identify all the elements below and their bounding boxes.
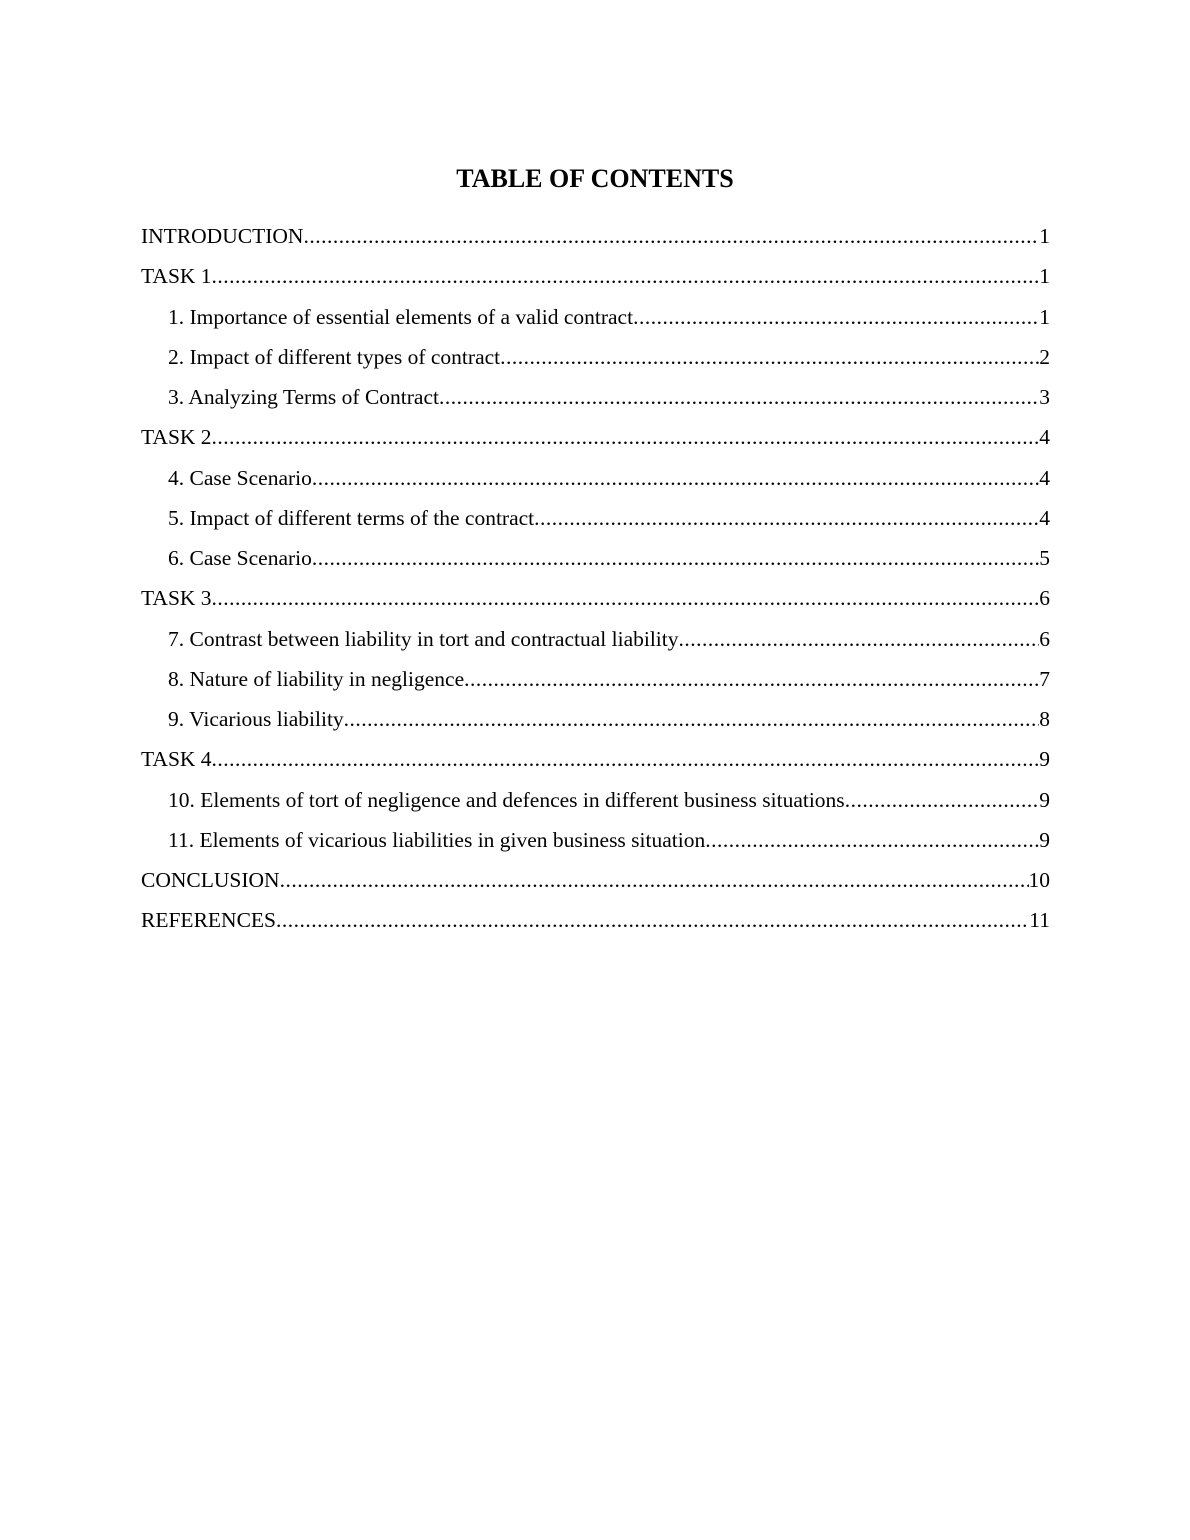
toc-entry-page: 1 xyxy=(1039,264,1050,289)
toc-entry-section-11[interactable] xyxy=(141,820,1050,860)
toc-entry-label: INTRODUCTION xyxy=(141,224,304,248)
toc-dot-leader xyxy=(303,216,1039,256)
toc-entry-section-10[interactable] xyxy=(141,780,1050,820)
toc-dot-leader xyxy=(344,699,1040,739)
toc-entry-task-2[interactable] xyxy=(141,417,1050,457)
toc-dot-leader xyxy=(212,739,1040,779)
toc-entry-page: 11 xyxy=(1029,908,1050,933)
toc-dot-leader xyxy=(280,860,1029,900)
toc-dot-leader xyxy=(464,659,1039,699)
toc-dot-leader xyxy=(705,820,1039,860)
toc-entry-page: 4 xyxy=(1039,425,1050,450)
toc-entry-references[interactable] xyxy=(141,900,1050,940)
toc-entry-page: 3 xyxy=(1039,385,1050,409)
toc-entry-label: 7. Contrast between liability in tort and contractual liability xyxy=(168,626,679,651)
toc-entry-page: 4 xyxy=(1039,465,1050,490)
toc-dot-leader xyxy=(845,780,1040,820)
toc-entry-page: 1 xyxy=(1039,224,1050,248)
toc-entry-page: 2 xyxy=(1039,344,1050,369)
toc-dot-leader xyxy=(312,538,1039,578)
toc-entry-label: TASK 3 xyxy=(141,586,212,611)
toc-entry-label: 3. Analyzing Terms of Contract xyxy=(168,385,439,409)
toc-entry-page: 7 xyxy=(1039,666,1050,691)
toc-entry-label: REFERENCES xyxy=(141,908,276,933)
toc-dot-leader xyxy=(679,619,1040,659)
toc-entry-section-5[interactable] xyxy=(141,498,1050,538)
toc-entry-label: 10. Elements of tort of negligence and defences in different business situations xyxy=(168,787,845,812)
toc-entry-section-1[interactable] xyxy=(141,297,1050,337)
toc-entry-page: 10 xyxy=(1028,868,1050,892)
toc-entry-page: 9 xyxy=(1039,747,1050,772)
toc-dot-leader xyxy=(500,337,1039,377)
toc-entry-introduction[interactable] xyxy=(141,216,1050,256)
toc-entry-task-1[interactable] xyxy=(141,256,1050,296)
toc-dot-leader xyxy=(312,458,1039,498)
toc-entry-label: TASK 2 xyxy=(141,425,212,450)
toc-entry-page: 4 xyxy=(1039,505,1050,530)
toc-entry-page: 9 xyxy=(1039,827,1050,852)
toc-entry-section-9[interactable] xyxy=(141,699,1050,739)
toc-list xyxy=(141,216,1050,941)
toc-entry-label: 2. Impact of different types of contract xyxy=(168,344,501,369)
toc-entry-page: 1 xyxy=(1039,304,1050,329)
toc-entry-label: 6. Case Scenario xyxy=(168,546,312,570)
toc-entry-label: 4. Case Scenario xyxy=(168,465,312,490)
toc-entry-label: TASK 1 xyxy=(141,264,212,289)
toc-entry-task-3[interactable] xyxy=(141,578,1050,618)
toc-entry-task-4[interactable] xyxy=(141,739,1050,779)
toc-entry-section-3[interactable] xyxy=(141,377,1050,417)
toc-dot-leader xyxy=(212,256,1040,296)
toc-dot-leader xyxy=(212,578,1040,618)
toc-entry-label: CONCLUSION xyxy=(141,868,280,892)
toc-title: TABLE OF CONTENTS xyxy=(456,164,734,193)
toc-entry-page: 6 xyxy=(1039,626,1050,651)
toc-entry-page: 6 xyxy=(1039,586,1050,611)
toc-entry-label: 9. Vicarious liability xyxy=(168,707,344,731)
toc-entry-page: 8 xyxy=(1039,707,1050,731)
toc-dot-leader xyxy=(534,498,1039,538)
toc-dot-leader xyxy=(212,417,1040,457)
toc-entry-section-8[interactable] xyxy=(141,659,1050,699)
toc-dot-leader xyxy=(439,377,1039,417)
toc-dot-leader xyxy=(276,900,1029,940)
toc-entry-section-2[interactable] xyxy=(141,337,1050,377)
toc-entry-label: 8. Nature of liability in negligence xyxy=(168,666,465,691)
toc-entry-label: 1. Importance of essential elements of a valid contract xyxy=(168,304,634,329)
toc-dot-leader xyxy=(633,297,1039,337)
toc-entry-section-6[interactable] xyxy=(141,538,1050,578)
toc-entry-conclusion[interactable] xyxy=(141,860,1050,900)
toc-entry-label: 11. Elements of vicarious liabilities in given business situation xyxy=(168,827,706,852)
toc-entry-label: 5. Impact of different terms of the contract xyxy=(168,505,535,530)
toc-entry-label: TASK 4 xyxy=(141,747,212,772)
toc-entry-page: 5 xyxy=(1039,546,1050,570)
toc-entry-section-4[interactable] xyxy=(141,458,1050,498)
toc-entry-page: 9 xyxy=(1039,787,1050,812)
toc-entry-section-7[interactable] xyxy=(141,619,1050,659)
